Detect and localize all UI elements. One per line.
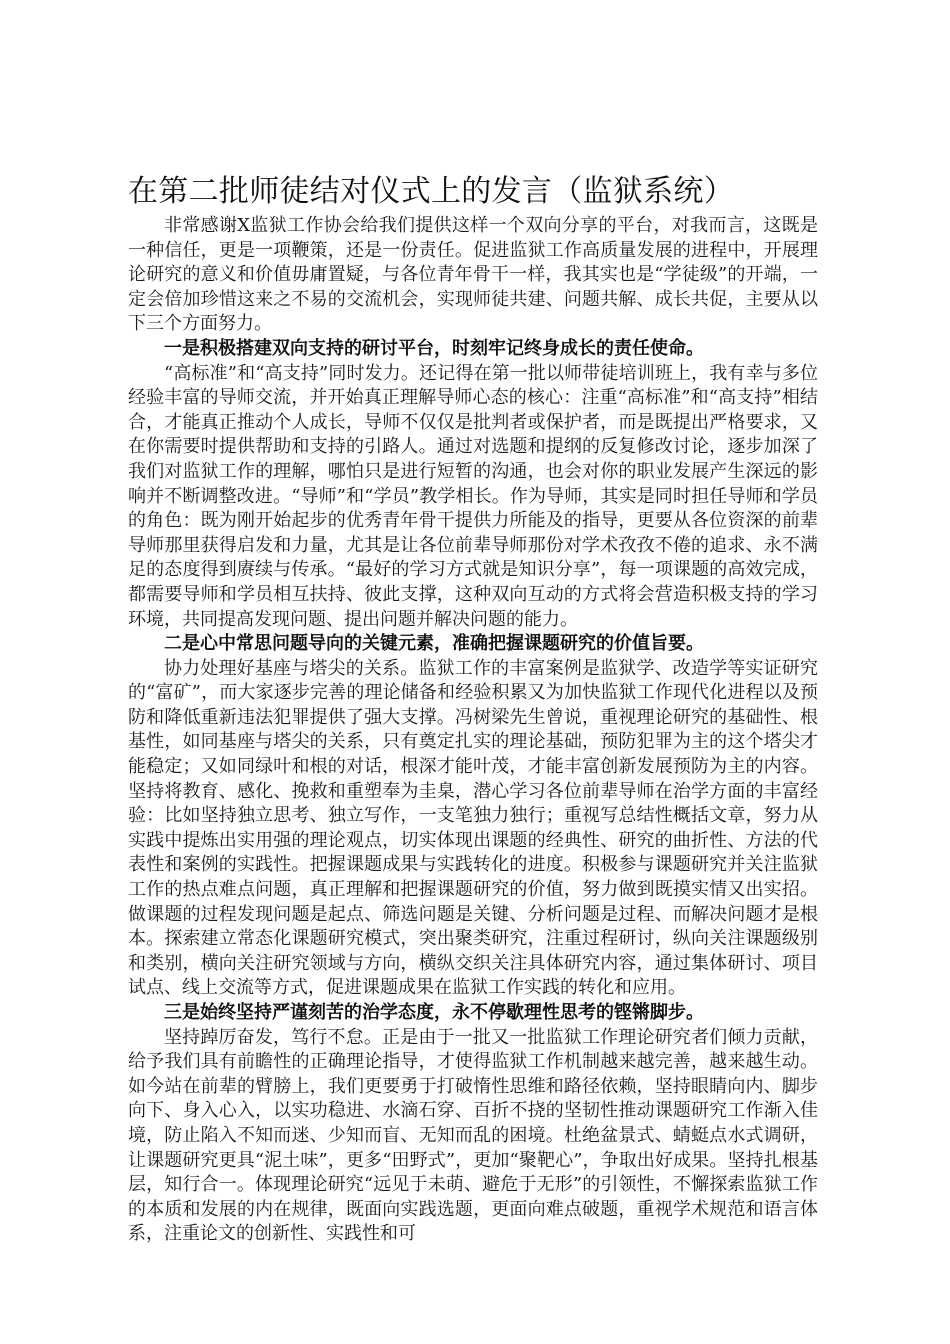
section-body-1: “高标准”和“高支持”同时发力。还记得在第一批以师带徒培训班上，我有幸与多位经验丰富的导师交流，并开始真正理解导师心态的核心：注重“高标准”和“高支持”相结合，才能真正推动个人成长，导师不仅仅是批判者或保护者，而是既提出严格要求，又在你需要时提供帮助和支持的引路人。通过对选题和提纲的反复修改讨论，逐步加深了我们对监狱工作的理解，哪怕只是进行短暂的沟通，也会对你的职业发展产生深远的影响并不断调整改进。“导师”和“学员”教学相长。作为导师，其实是同时担任导师和学员的角色：既为刚开始起步的优秀青年骨干提供力所能及的指导，更要从各位资深的前辈导师那里获得启发和力量，尤其是让各位前辈导师那份对学术孜孜不倦的追求、永不满足的态度得到赓续与传承。“最好的学习方式就是知识分享”，每一项课题的高效完成，都需要导师和学员相互扶持、彼此支撑，这种双向互动的方式将会营造积极支持的学习环境，共同提高发现问题、提出问题并解决问题的能力。 [128,362,818,630]
document-title: 在第二批师徒结对仪式上的发言（监狱系统） [128,174,734,209]
section-body-2: 协力处理好基座与塔尖的关系。监狱工作的丰富案例是监狱学、改造学等实证研究的“富矿”，而大家逐步完善的理论储备和经验积累又为加快监狱工作现代化进程以及预防和降低重新违法犯罪提供了强大支撑。冯树梁先生曾说，重视理论研究的基础性、根基性，如同基座与塔尖的关系，只有奠定扎实的理论基础，预防犯罪为主的这个塔尖才能稳定；又如同绿叶和根的对话，根深才能叶茂，才能丰富创新发展预防为主的内容。坚持将教育、感化、挽救和重塑奉为圭臬，潜心学习各位前辈导师在治学方面的丰富经验：比如坚持独立思考、独立写作，一支笔独力独行；重视写总结性概括文章，努力从实践中提炼出实用强的理论观点，切实体现出课题的经典性、研究的曲折性、方法的代表性和案例的实践性。把握课题成果与实践转化的进度。积极参与课题研究并关注监狱工作的热点难点问题，真正理解和把握课题研究的价值，努力做到既摸实情又出实招。做课题的过程发现问题是起点、筛选问题是关键、分析问题是过程、而解决问题才是根本。探索建立常态化课题研究模式，突出聚类研究，注重过程研讨，纵向关注课题级别和类别，横向关注研究领域与方向，横纵交织关注具体研究内容，通过集体研讨、项目试点、线上交流等方式，促进课题成果在监狱工作实践的转化和应用。 [128,657,818,999]
intro-paragraph: 非常感谢X监狱工作协会给我们提供这样一个双向分享的平台，对我而言，这既是一种信任，更是一项鞭策，还是一份责任。促进监狱工作高质量发展的进程中，开展理论研究的意义和价值毋庸置疑，与各位青年骨干一样，我其实也是“学徒级”的开端，一定会倍加珍惜这来之不易的交流机会，实现师徒共建、问题共解、成长共促，主要从以下三个方面努力。 [128,215,818,335]
section-heading-2: 二是心中常思问题导向的关键元素，准确把握课题研究的价值旨要。 [164,633,704,655]
section-body-3: 坚持踔厉奋发，笃行不怠。正是由于一批又一批监狱工作理论研究者们倾力贡献，给予我们具有前瞻性的正确理论指导，才使得监狱工作机制越来越完善，越来越生动。如今站在前辈的臂膀上，我们更要勇于打破惰性思维和路径依赖，坚持眼睛向内、脚步向下、身入心入，以实功稳进、水滴石穿、百折不挠的坚韧性推动课题研究工作渐入佳境，防止陷入不知而迷、少知而盲、无知而乱的困境。杜绝盆景式、蜻蜓点水式调研，让课题研究更具“泥土味”，更多“田野式”，更加“聚靶心”，争取出好成果。坚持扎根基层，知行合一。体现理论研究“远见于未萌、避危于无形”的引领性，不懈探索监狱工作的本质和发展的内在规律，既面向实践选题，更面向难点破题，重视学术规范和语言体系，注重论文的创新性、实践性和可 [128,1026,818,1245]
section-heading-1: 一是积极搭建双向支持的研讨平台，时刻牢记终身成长的责任使命。 [164,337,704,359]
document-page [128,172,818,1247]
section-heading-3: 三是始终坚持严谨刻苦的治学态度，永不停歇理性思考的铿锵脚步。 [164,1002,704,1023]
